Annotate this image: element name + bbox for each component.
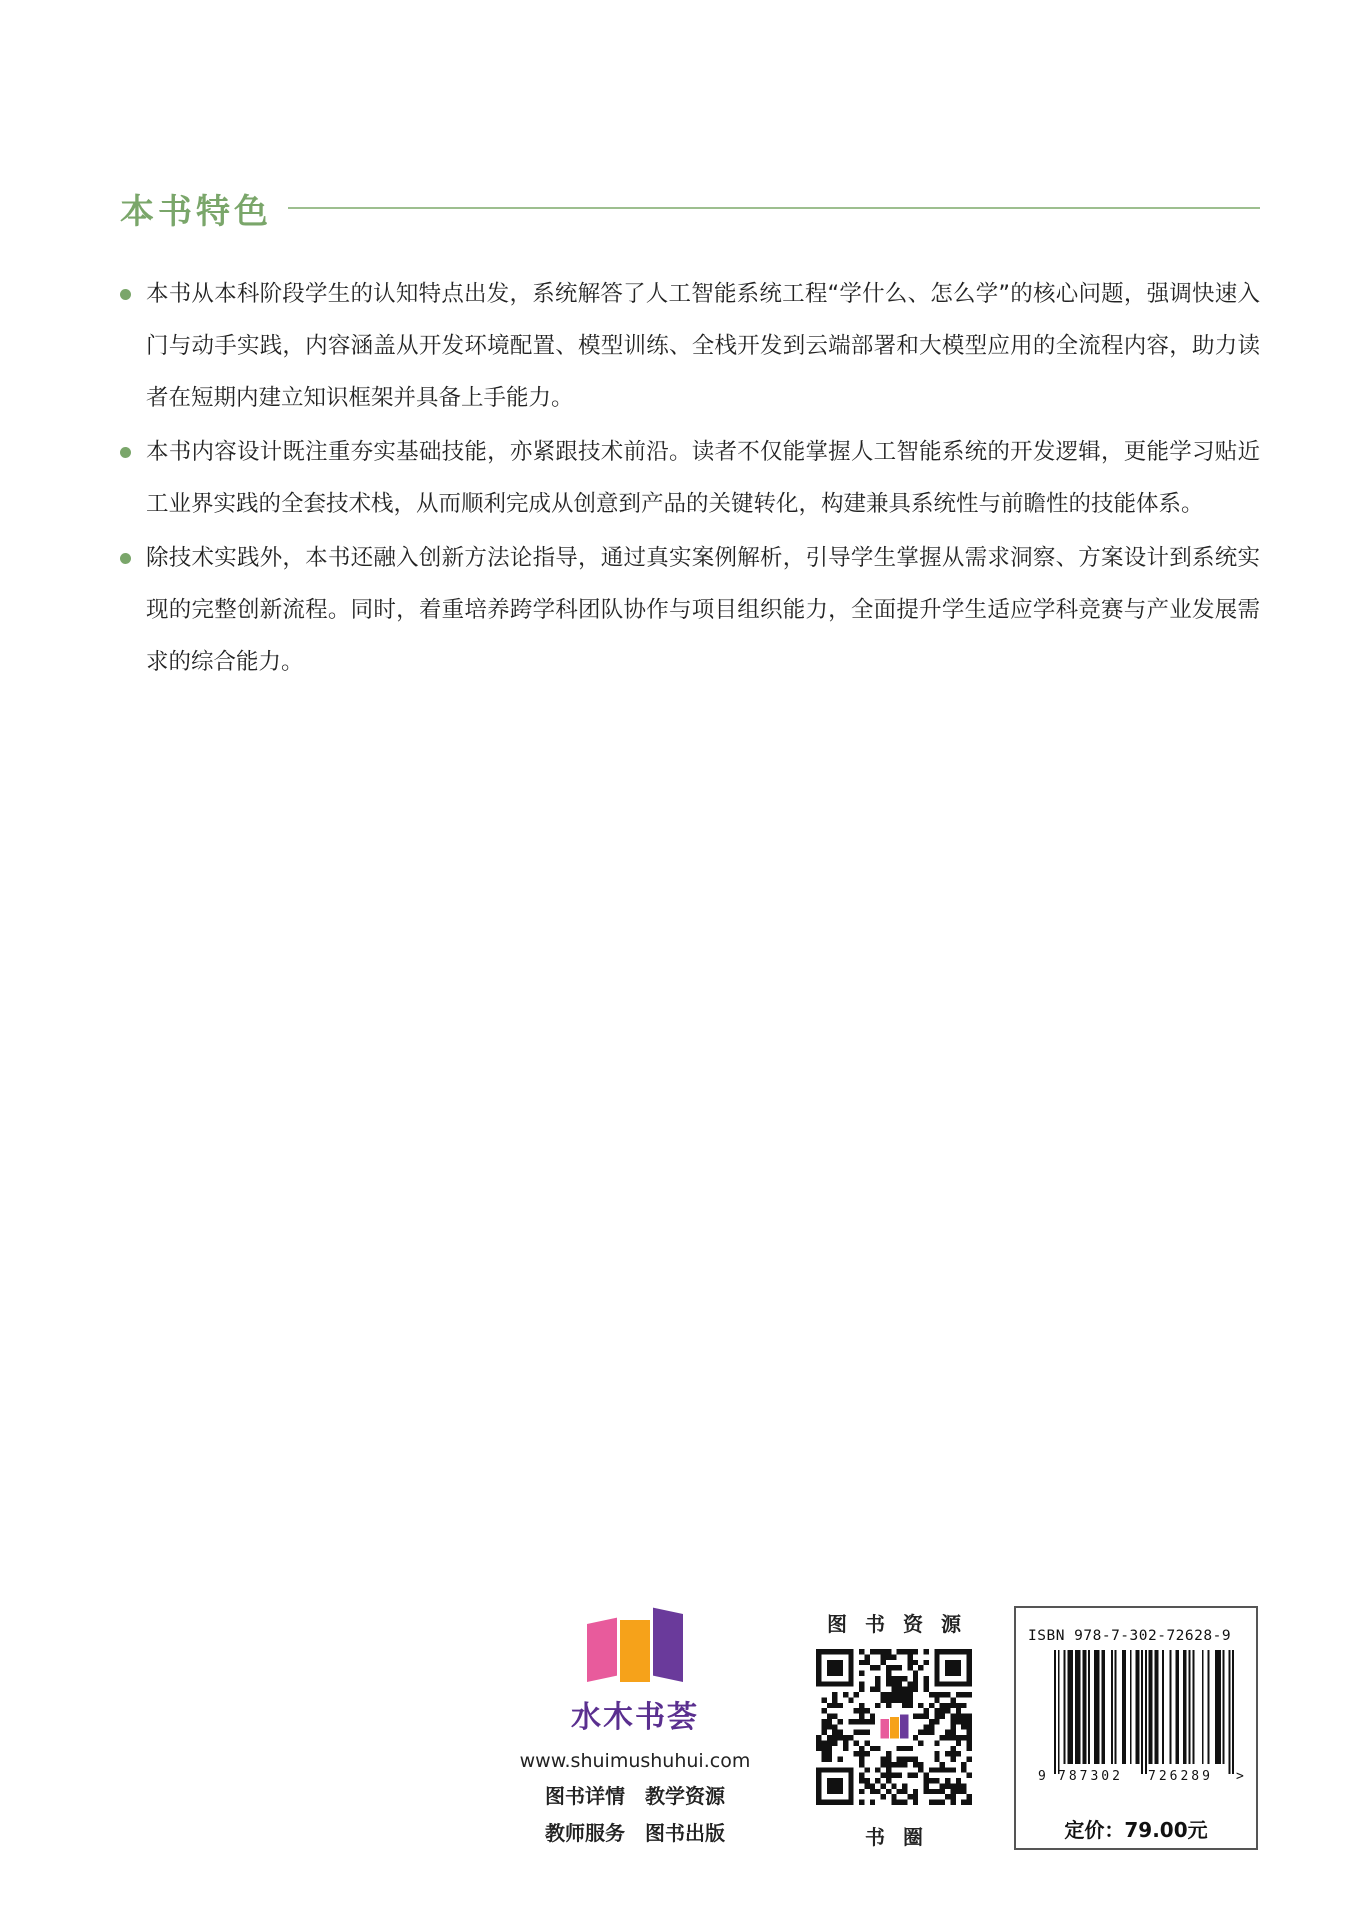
logo-bar-pink: [587, 1618, 617, 1682]
publisher-name: 水木书荟: [571, 1700, 699, 1735]
feature-text: 本书从本科阶段学生的认知特点出发，系统解答了人工智能系统工程“学什么、怎么学”的核心问题，强调快速入门与动手实践，内容涵盖从开发环境配置、模型训练、全栈开发到云端部署和大模型应用的全流程内容，助力读者在短期内建立知识框架并具备上手能力。: [146, 281, 1260, 411]
bullet-dot-icon: [120, 553, 131, 564]
link-teacher-service[interactable]: 教师服务: [545, 1821, 625, 1845]
link-book-publishing[interactable]: 图书出版: [645, 1821, 725, 1845]
features-list: [120, 268, 1260, 690]
qr-block: [808, 1608, 980, 1850]
section-divider: [288, 207, 1260, 209]
barcode-digit-first: 9: [1038, 1769, 1046, 1784]
feature-item: [120, 268, 1260, 424]
features-header: [120, 182, 1260, 234]
isbn-barcode-box: [1014, 1606, 1258, 1850]
feature-text: 除技术实践外，本书还融入创新方法论指导，通过真实案例解析，引导学生掌握从需求洞察、方案设计到系统实现的完整创新流程。同时，着重培养跨学科团队协作与项目组织能力，全面提升学生适应学科竞赛与产业发展需求的综合能力。: [146, 545, 1260, 675]
link-book-details[interactable]: 图书详情: [545, 1784, 625, 1808]
qr-caption-top: 图书资源: [827, 1612, 979, 1636]
publisher-block: [500, 1610, 770, 1846]
publisher-logo-icon: [587, 1610, 683, 1682]
bullet-dot-icon: [120, 447, 131, 458]
barcode-icon: [1036, 1650, 1246, 1784]
bullet-dot-icon: [120, 289, 131, 300]
logo-bar-purple: [653, 1608, 683, 1682]
qr-caption-bottom: 书圈: [865, 1825, 941, 1849]
logo-bar-orange: [620, 1620, 650, 1682]
section-title: 本书特色: [120, 191, 272, 232]
isbn-label: ISBN 978-7-302-72628-9: [1028, 1628, 1232, 1644]
price-label: 定价：79.00元: [1064, 1818, 1208, 1842]
qr-code-icon[interactable]: [816, 1649, 972, 1805]
barcode-end-mark: >: [1236, 1769, 1244, 1784]
link-teaching-resources[interactable]: 教学资源: [645, 1784, 725, 1808]
barcode-digits-right: 726289: [1148, 1769, 1213, 1784]
barcode-digits-left: 787302: [1058, 1769, 1123, 1784]
feature-text: 本书内容设计既注重夯实基础技能，亦紧跟技术前沿。读者不仅能掌握人工智能系统的开发逻辑，更能学习贴近工业界实践的全套技术栈，从而顺利完成从创意到产品的关键转化，构建兼具系统性与前瞻性的技能体系。: [146, 439, 1260, 517]
feature-item: [120, 426, 1260, 530]
publisher-url[interactable]: www.shuimushuhui.com: [519, 1750, 751, 1772]
publisher-links: [500, 1780, 770, 1846]
feature-item: [120, 532, 1260, 688]
